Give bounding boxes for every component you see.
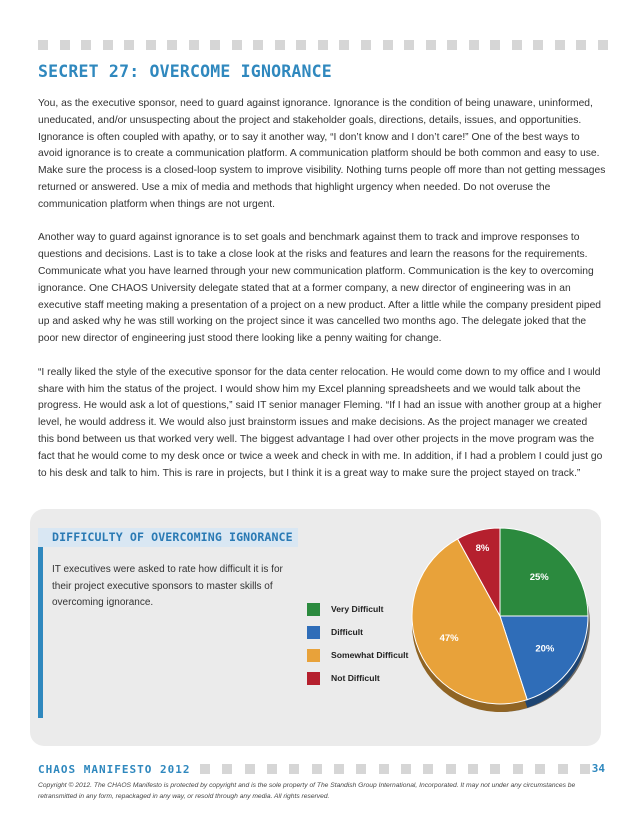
- decorative-square: [401, 764, 411, 774]
- copyright-notice: Copyright © 2012. The CHAOS Manifesto is protected by copyright and is the sole property of The Standish Group International, Incorporated. It may not under any circumstances be retransmitted in any form, repackaged in any way, or resold through any media. All rights reserved.: [38, 782, 576, 800]
- decorative-square: [356, 764, 366, 774]
- legend-label-difficult: Difficult: [331, 627, 363, 637]
- decorative-square: [446, 764, 456, 774]
- footer-title: CHAOS MANIFESTO 2012: [38, 763, 191, 776]
- pie-value-label: 25%: [529, 571, 549, 583]
- legend-label-somewhat-difficult: Somewhat Difficult: [331, 650, 409, 660]
- decorative-square: [468, 764, 478, 774]
- legend-label-not-difficult: Not Difficult: [331, 673, 380, 683]
- page-title: SECRET 27: OVERCOME IGNORANCE: [38, 62, 332, 81]
- decorative-square: [535, 764, 545, 774]
- decorative-square: [558, 764, 568, 774]
- page-number: 34: [591, 762, 605, 775]
- decorative-square: [513, 764, 523, 774]
- pie-value-label: 8%: [475, 542, 490, 554]
- decorative-square-row-bottom: [200, 764, 590, 774]
- decorative-square: [379, 764, 389, 774]
- decorative-square: [580, 764, 590, 774]
- decorative-square: [334, 764, 344, 774]
- decorative-square: [222, 764, 232, 774]
- paragraph-1: You, as the executive sponsor, need to guard against ignorance. Ignorance is the condition of being unaware, uninformed, uneducated, and/or unsuspecting about the project and stakeholder goals, directions, details, issues, and opportunities. Ignorance is often coupled with apathy, or to say it another way, “I don’t know and I don’t care!” One of the best ways to avoid ignorance is to create a communication platform. A communication platform should be both common and easy to use. Make sure the process is a closed-loop system to improve visibility. Nothing turns people off more than not getting messages returned or answered. Use a mix of media and methods that highlight urgency when needed. Do not overuse the communication platform when things are not urgent.: [38, 98, 606, 210]
- decorative-square: [289, 764, 299, 774]
- decorative-square: [312, 764, 322, 774]
- decorative-square: [423, 764, 433, 774]
- chart-title: DIFFICULTY OF OVERCOMING IGNORANCE: [52, 530, 293, 544]
- legend-label-very-difficult: Very Difficult: [331, 604, 384, 614]
- decorative-square: [490, 764, 500, 774]
- decorative-square: [245, 764, 255, 774]
- decorative-square: [200, 764, 210, 774]
- decorative-square: [267, 764, 277, 774]
- paragraph-2: Another way to guard against ignorance is to set goals and benchmark against them to track and improve responses to questions and decisions. Last is to take a close look at the risks and features and learn the reasons for the requirements. Communicate what you have learned through your new communication platform. Communication is the key to overcoming ignorance. One CHAOS University delegate stated that at a former company, a new director of engineering was in an executive staff meeting making a presentation of a project on a new product. After a little while the company president piped up and asked why he was still working on the project since it was cancelled two months ago. The delegate joked that the poor new director of engineering just stood there looking like a penny waiting for change.: [38, 232, 602, 345]
- chart-subtitle: IT executives were asked to rate how difficult it is for their project executive sponsors to master skills of overcoming ignorance.: [52, 564, 283, 608]
- pie-value-label: 47%: [439, 633, 459, 645]
- paragraph-3: “I really liked the style of the executive sponsor for the data center relocation. He would come down to my office and I would share with him the status of the project. I would show him my Excel planning spreadsheets and we would talk about the progress. He would ask a lot of questions,” said IT senior manager Fleming. “If I had an issue with another group at a higher level, he would address it. We would also just brainstorm issues and make decisions. As the project manager we created this bond between us that worked very well. The biggest advantage I had over other projects in the move program was the fact that he would come to my desk once or twice a week and check in with me. In addition, if I had a problem I could just go to his desk and talk to him. This is rare in projects, but I think it is a great way to make sure the project stayed on track.”: [38, 366, 603, 479]
- pie-value-label: 20%: [535, 643, 555, 655]
